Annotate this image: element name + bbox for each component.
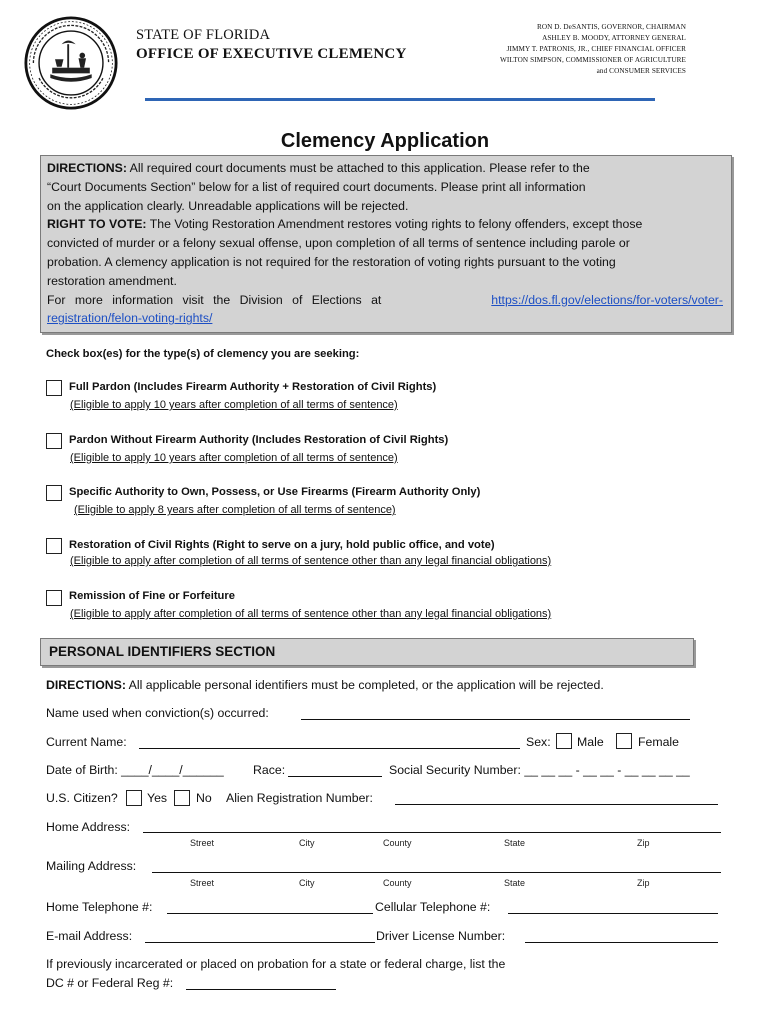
citizen-label: U.S. Citizen? bbox=[46, 791, 118, 805]
option-remission-checkbox[interactable] bbox=[46, 590, 62, 606]
sex-male-label: Male bbox=[577, 735, 604, 749]
option-full-pardon-checkbox[interactable] bbox=[46, 380, 62, 396]
option-firearm-authority-note: (Eligible to apply 8 years after completion of all terms of sentence) bbox=[74, 504, 396, 516]
mailing-address-zip-label: Zip bbox=[637, 878, 650, 888]
option-full-pardon-title: Full Pardon (Includes Firearm Authority + Restoration of Civil Rights) bbox=[69, 381, 437, 393]
email-field[interactable] bbox=[145, 942, 375, 943]
sex-female-label: Female bbox=[638, 735, 680, 749]
right-to-vote-label: RIGHT TO VOTE: bbox=[47, 217, 147, 232]
home-address-state-label: State bbox=[504, 838, 526, 848]
mailing-address-county-label: County bbox=[383, 878, 412, 888]
option-pardon-no-firearm-note: (Eligible to apply 10 years after completion of all terms of sentence) bbox=[70, 452, 398, 464]
personal-directions-text: All applicable personal identifiers must be completed, or the application will be rejected. bbox=[125, 678, 604, 692]
citizen-no-checkbox[interactable] bbox=[174, 790, 190, 806]
option-firearm-authority-checkbox[interactable] bbox=[46, 485, 62, 501]
rtv-line-3: probation. A clemency application is not required for the restoration of voting rights pursuant to the voting bbox=[47, 254, 616, 269]
dob-field[interactable]: Date of Birth: ____/____/______ bbox=[46, 763, 224, 777]
name-conviction-field[interactable] bbox=[301, 719, 690, 720]
page-title: Clemency Application bbox=[280, 130, 490, 152]
officials-list bbox=[500, 22, 686, 77]
mailing-address-label: Mailing Address: bbox=[46, 859, 137, 873]
home-address-county-label: County bbox=[383, 838, 412, 848]
personal-directions-label: DIRECTIONS: bbox=[46, 678, 126, 692]
rtv-line-1: The Voting Restoration Amendment restores voting rights to felony offenders, except those bbox=[146, 217, 643, 232]
sex-male-checkbox[interactable] bbox=[556, 733, 572, 749]
header-divider bbox=[145, 98, 655, 101]
rtv-line-4: restoration amendment. bbox=[47, 273, 177, 288]
home-address-field[interactable] bbox=[143, 832, 721, 833]
mailing-address-field[interactable] bbox=[152, 872, 721, 873]
home-address-zip-label: Zip bbox=[637, 838, 650, 848]
option-remission-note: (Eligible to apply after completion of all terms of sentence other than any legal financial obligations) bbox=[70, 608, 552, 620]
sex-female-checkbox[interactable] bbox=[616, 733, 632, 749]
citizen-yes-label: Yes bbox=[147, 791, 168, 805]
alien-registration-field[interactable] bbox=[395, 804, 718, 805]
state-seal-logo bbox=[24, 16, 118, 110]
option-firearm-authority-title: Specific Authority to Own, Possess, or Use Firearms (Firearm Authority Only) bbox=[69, 486, 481, 498]
directions-box bbox=[40, 155, 732, 333]
citizen-yes-checkbox[interactable] bbox=[126, 790, 142, 806]
alien-registration-label: Alien Registration Number: bbox=[226, 791, 373, 805]
personal-directions bbox=[46, 678, 604, 692]
sex-label: Sex: bbox=[526, 735, 551, 749]
directions-line-1: All required court documents must be attached to this application. Please refer to the bbox=[126, 161, 590, 175]
home-address-street-label: Street bbox=[190, 838, 215, 848]
dc-number-field[interactable] bbox=[186, 989, 336, 990]
ssn-field[interactable]: Social Security Number: __ __ __ - __ __ - __ __ __ __ bbox=[389, 763, 690, 777]
home-address-label: Home Address: bbox=[46, 820, 131, 834]
options-prompt: Check box(es) for the type(s) of clemency you are seeking: bbox=[46, 348, 360, 360]
current-name-field[interactable] bbox=[139, 748, 520, 749]
cell-phone-label: Cellular Telephone #: bbox=[375, 900, 491, 914]
elections-link[interactable]: https://dos.fl.gov/elections/for-voters/voter- bbox=[491, 292, 723, 307]
mailing-address-street-label: Street bbox=[190, 878, 215, 888]
race-label: Race: bbox=[253, 763, 286, 777]
email-label: E-mail Address: bbox=[46, 929, 133, 943]
directions-label: DIRECTIONS: bbox=[47, 161, 127, 175]
official-commissioner-cont: and CONSUMER SERVICES bbox=[596, 67, 686, 75]
option-civil-rights-note: (Eligible to apply after completion of all terms of sentence other than any legal financial obligations) bbox=[70, 555, 552, 567]
option-pardon-no-firearm-title: Pardon Without Firearm Authority (Includes Restoration of Civil Rights) bbox=[69, 434, 449, 446]
license-field[interactable] bbox=[525, 942, 718, 943]
race-field[interactable] bbox=[288, 776, 382, 777]
official-cfo: JIMMY T. PATRONIS, JR., CHIEF FINANCIAL OFFICER bbox=[506, 45, 686, 53]
option-pardon-no-firearm-checkbox[interactable] bbox=[46, 433, 62, 449]
option-civil-rights-checkbox[interactable] bbox=[46, 538, 62, 554]
personal-identifiers-header bbox=[40, 638, 694, 666]
official-governor: RON D. DeSANTIS, GOVERNOR, CHAIRMAN bbox=[536, 23, 686, 31]
incarcerated-line-1: If previously incarcerated or placed on probation for a state or federal charge, list the bbox=[46, 957, 506, 971]
official-attorney-general: ASHLEY B. MOODY, ATTORNEY GENERAL bbox=[542, 34, 686, 42]
option-civil-rights-title: Restoration of Civil Rights (Right to serve on a jury, hold public office, and vote) bbox=[69, 539, 495, 551]
mailing-address-state-label: State bbox=[504, 878, 526, 888]
option-remission-title: Remission of Fine or Forfeiture bbox=[69, 590, 235, 602]
rtv-line-2: convicted of murder or a felony sexual offense, upon completion of all terms of sentence including parole or bbox=[47, 236, 630, 251]
home-phone-label: Home Telephone #: bbox=[46, 900, 153, 914]
name-conviction-label: Name used when conviction(s) occurred: bbox=[46, 706, 269, 720]
home-address-city-label: City bbox=[299, 838, 315, 848]
header-left bbox=[136, 26, 406, 64]
office-name: OFFICE OF EXECUTIVE CLEMENCY bbox=[136, 46, 407, 62]
home-phone-field[interactable] bbox=[167, 913, 373, 914]
incarcerated-line-2: DC # or Federal Reg #: bbox=[46, 976, 174, 990]
directions-line-3: on the application clearly. Unreadable applications will be rejected. bbox=[47, 198, 409, 213]
option-full-pardon-note: (Eligible to apply 10 years after completion of all terms of sentence) bbox=[70, 399, 398, 411]
cell-phone-field[interactable] bbox=[508, 913, 718, 914]
elections-link-cont[interactable]: registration/felon-voting-rights/ bbox=[47, 311, 213, 326]
current-name-label: Current Name: bbox=[46, 735, 127, 749]
more-info-text: For more information visit the Division of Elections at bbox=[47, 292, 382, 307]
citizen-no-label: No bbox=[196, 791, 212, 805]
section-title: PERSONAL IDENTIFIERS SECTION bbox=[49, 644, 276, 659]
directions-line-2: “Court Documents Section” below for a list of required court documents. Please print all information bbox=[47, 179, 586, 194]
official-commissioner: WILTON SIMPSON, COMMISSIONER OF AGRICULTURE bbox=[500, 56, 686, 64]
mailing-address-city-label: City bbox=[299, 878, 315, 888]
state-name: STATE OF FLORIDA bbox=[136, 27, 271, 43]
license-label: Driver License Number: bbox=[376, 929, 506, 943]
